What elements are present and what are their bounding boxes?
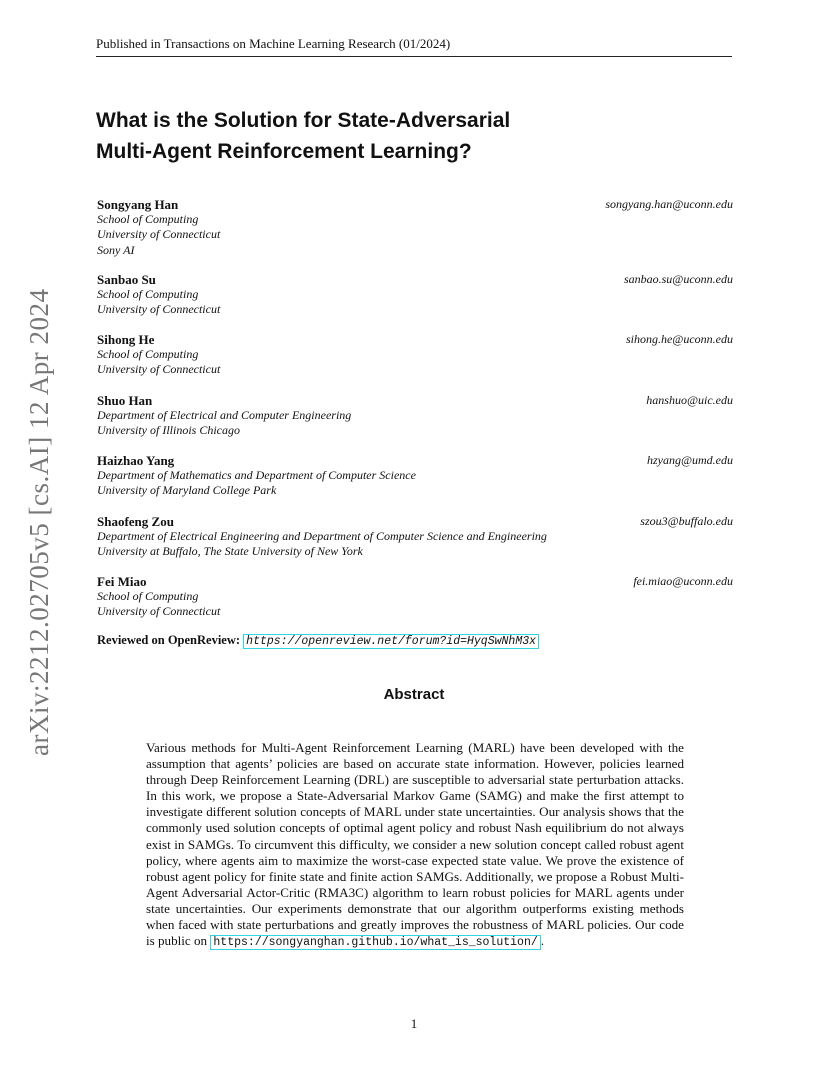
author-affiliation: University of Connecticut xyxy=(97,362,221,377)
author-block xyxy=(97,332,733,378)
author-block xyxy=(97,393,733,439)
author-affiliation: School of Computing xyxy=(97,212,199,227)
author-email[interactable]: hzyang@umd.edu xyxy=(646,453,733,467)
author-affiliation: School of Computing xyxy=(97,287,199,302)
author-affiliation: Department of Mathematics and Department of Computer Science xyxy=(97,468,416,483)
author-block xyxy=(97,574,733,620)
author-affiliation: University of Connecticut xyxy=(97,227,221,242)
reviewed-label: Reviewed on OpenReview: xyxy=(97,633,241,647)
reviewed-on-openreview xyxy=(97,633,539,648)
title-line-1: What is the Solution for State-Adversarial xyxy=(96,109,511,132)
author-block xyxy=(97,514,733,560)
author-affiliation: University at Buffalo, The State University of New York xyxy=(97,544,363,559)
author-name: Songyang Han xyxy=(97,197,179,212)
author-block xyxy=(97,453,733,499)
author-name: Shaofeng Zou xyxy=(97,514,174,529)
abstract-text xyxy=(146,740,684,951)
author-affiliation: University of Connecticut xyxy=(97,302,221,317)
openreview-link[interactable]: https://openreview.net/forum?id=HyqSwNhM3x xyxy=(243,634,539,649)
author-affiliation: School of Computing xyxy=(97,589,199,604)
abstract-heading: Abstract xyxy=(383,686,445,703)
author-name: Sanbao Su xyxy=(97,272,156,287)
author-email[interactable]: sanbao.su@uconn.edu xyxy=(623,272,733,286)
author-block xyxy=(97,197,733,258)
author-name: Haizhao Yang xyxy=(97,453,175,468)
author-affiliation: University of Connecticut xyxy=(97,604,221,619)
code-link[interactable]: https://songyanghan.github.io/what_is_solution/ xyxy=(210,935,540,950)
abstract-body: Various methods for Multi-Agent Reinforcement Learning (MARL) have been developed with the assumption that agents’ policies are based on accurate state information. However, policies learned through Deep Reinforcement Learning (DRL) are susceptible to adversarial state perturbation attacks. In this work, we propose a State-Adversarial Markov Game (SAMG) and make the first attempt to investigate different solution concepts of MARL under state uncertainties. Our analysis shows that the commonly used solution concepts of optimal agent policy and robust Nash equilibrium do not always exist in SAMGs. To circumvent this difficulty, we consider a new solution concept called robust agent policy, where agents aim to maximize the worst-case expected state value. We prove the existence of robust agent policy for finite state and finite action SAMGs. Additionally, we propose a Robust Multi-Agent Adversarial Actor-Critic (RMA3C) algorithm to learn robust policies for MARL agents under state uncertainties. Our experiments demonstrate that our algorithm outperforms existing methods when faced with state perturbations and greatly improves the robustness of MARL policies. Our code is public on xyxy=(146,740,684,949)
author-email[interactable]: sihong.he@uconn.edu xyxy=(625,332,733,346)
author-email[interactable]: szou3@buffalo.edu xyxy=(640,514,733,528)
abstract-end: . xyxy=(540,933,545,949)
author-name: Fei Miao xyxy=(97,574,147,589)
author-affiliation: School of Computing xyxy=(97,347,199,362)
author-email[interactable]: fei.miao@uconn.edu xyxy=(633,574,733,588)
author-email[interactable]: songyang.han@uconn.edu xyxy=(605,197,733,211)
author-affiliation: Department of Electrical Engineering and Department of Computer Science and Engineering xyxy=(97,529,547,544)
page-number: 1 xyxy=(410,1016,418,1031)
author-block xyxy=(97,272,733,318)
author-affiliation: Department of Electrical and Computer Engineering xyxy=(97,408,352,423)
author-name: Sihong He xyxy=(97,332,155,347)
title-line-2: Multi-Agent Reinforcement Learning? xyxy=(96,140,472,163)
author-name: Shuo Han xyxy=(97,393,153,408)
author-affiliation: University of Maryland College Park xyxy=(97,483,277,498)
author-affiliation: University of Illinois Chicago xyxy=(97,423,240,438)
arxiv-stamp: arXiv:2212.02705v5 [cs.AI] 12 Apr 2024 xyxy=(24,288,54,756)
author-affiliation: Sony AI xyxy=(97,242,135,257)
paper-title xyxy=(96,105,716,167)
running-header: Published in Transactions on Machine Learning Research (01/2024) xyxy=(96,36,732,57)
author-email[interactable]: hanshuo@uic.edu xyxy=(646,393,733,407)
